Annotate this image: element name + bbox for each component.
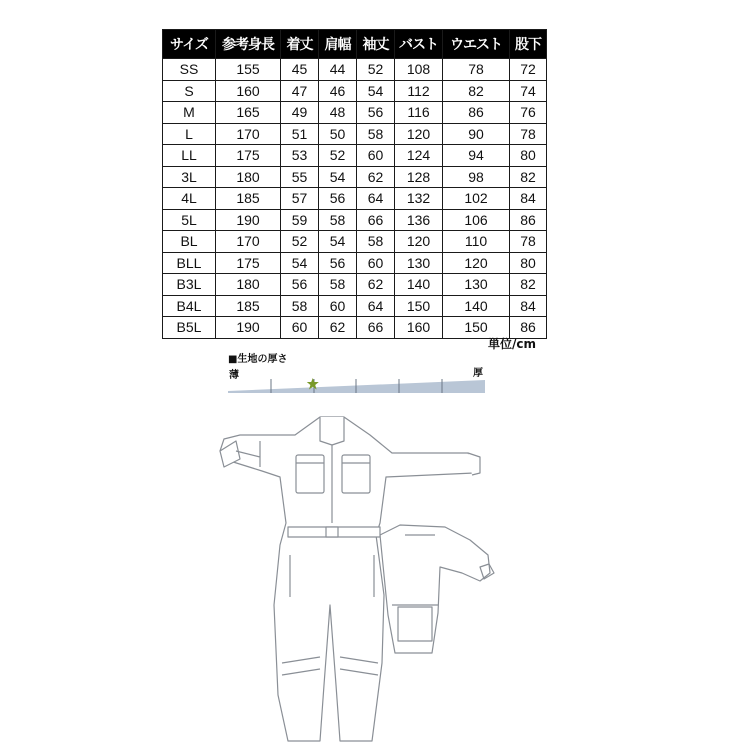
cell-shoulder-width: 54 [319, 166, 357, 188]
cell-sleeve-length: 54 [357, 80, 395, 102]
cell-size: SS [163, 59, 216, 81]
cell-reference-height: 180 [216, 274, 281, 296]
cell-length: 58 [281, 295, 319, 317]
cell-shoulder-width: 52 [319, 145, 357, 167]
cell-sleeve-length: 60 [357, 252, 395, 274]
table-row [163, 209, 547, 231]
cell-size: BLL [163, 252, 216, 274]
cell-sleeve-length: 64 [357, 188, 395, 210]
header-inseam: 股下 [510, 30, 547, 59]
cell-size: 5L [163, 209, 216, 231]
table-row [163, 145, 547, 167]
cell-reference-height: 155 [216, 59, 281, 81]
cell-bust: 120 [395, 123, 443, 145]
cell-inseam: 84 [510, 295, 547, 317]
table-row [163, 295, 547, 317]
cell-bust: 136 [395, 209, 443, 231]
cell-sleeve-length: 62 [357, 166, 395, 188]
cell-sleeve-length: 66 [357, 209, 395, 231]
table-row [163, 188, 547, 210]
cell-sleeve-length: 52 [357, 59, 395, 81]
cell-bust: 112 [395, 80, 443, 102]
cell-shoulder-width: 62 [319, 317, 357, 339]
unit-label: 単位/cm [488, 337, 537, 351]
cell-bust: 150 [395, 295, 443, 317]
coverall-front-view [220, 417, 480, 741]
cell-waist: 94 [443, 145, 510, 167]
cell-inseam: 76 [510, 102, 547, 124]
cell-bust: 120 [395, 231, 443, 253]
cell-waist: 82 [443, 80, 510, 102]
header-shoulder-width: 肩幅 [319, 30, 357, 59]
cell-inseam: 82 [510, 274, 547, 296]
cell-bust: 160 [395, 317, 443, 339]
cell-reference-height: 190 [216, 317, 281, 339]
cell-inseam: 82 [510, 166, 547, 188]
cell-length: 45 [281, 59, 319, 81]
cell-bust: 128 [395, 166, 443, 188]
cell-shoulder-width: 44 [319, 59, 357, 81]
cell-reference-height: 175 [216, 145, 281, 167]
cell-bust: 108 [395, 59, 443, 81]
cell-length: 49 [281, 102, 319, 124]
header-bust: バスト [395, 30, 443, 59]
cell-sleeve-length: 58 [357, 123, 395, 145]
cell-sleeve-length: 66 [357, 317, 395, 339]
header-length: 着丈 [281, 30, 319, 59]
cell-size: B4L [163, 295, 216, 317]
thin-label: 薄 [229, 370, 239, 381]
cell-shoulder-width: 46 [319, 80, 357, 102]
cell-waist: 90 [443, 123, 510, 145]
cell-waist: 102 [443, 188, 510, 210]
cell-waist: 86 [443, 102, 510, 124]
cell-shoulder-width: 58 [319, 274, 357, 296]
cell-waist: 78 [443, 59, 510, 81]
cell-size: S [163, 80, 216, 102]
cell-waist: 98 [443, 166, 510, 188]
cell-length: 55 [281, 166, 319, 188]
cell-sleeve-length: 58 [357, 231, 395, 253]
cell-waist: 120 [443, 252, 510, 274]
cell-reference-height: 175 [216, 252, 281, 274]
size-chart-table [162, 29, 547, 339]
cell-inseam: 78 [510, 123, 547, 145]
cell-length: 60 [281, 317, 319, 339]
cell-length: 56 [281, 274, 319, 296]
cell-waist: 130 [443, 274, 510, 296]
cell-bust: 116 [395, 102, 443, 124]
cell-size: 4L [163, 188, 216, 210]
cell-size: B3L [163, 274, 216, 296]
table-row [163, 166, 547, 188]
cell-length: 47 [281, 80, 319, 102]
cell-length: 59 [281, 209, 319, 231]
cell-size: B5L [163, 317, 216, 339]
cell-reference-height: 160 [216, 80, 281, 102]
cell-reference-height: 185 [216, 295, 281, 317]
cell-sleeve-length: 60 [357, 145, 395, 167]
cell-sleeve-length: 56 [357, 102, 395, 124]
table-row [163, 102, 547, 124]
table-row [163, 59, 547, 81]
table-row [163, 123, 547, 145]
cell-shoulder-width: 60 [319, 295, 357, 317]
cell-size: M [163, 102, 216, 124]
fabric-thickness-scale [228, 374, 485, 394]
cell-inseam: 84 [510, 188, 547, 210]
cell-reference-height: 185 [216, 188, 281, 210]
cell-waist: 140 [443, 295, 510, 317]
cell-length: 54 [281, 252, 319, 274]
cell-waist: 150 [443, 317, 510, 339]
cell-bust: 130 [395, 252, 443, 274]
cell-inseam: 78 [510, 231, 547, 253]
cell-size: L [163, 123, 216, 145]
cell-length: 51 [281, 123, 319, 145]
table-row [163, 274, 547, 296]
header-waist: ウエスト [443, 30, 510, 59]
cell-waist: 110 [443, 231, 510, 253]
coverall-back-view [380, 525, 494, 653]
cell-reference-height: 170 [216, 123, 281, 145]
cell-shoulder-width: 50 [319, 123, 357, 145]
cell-waist: 106 [443, 209, 510, 231]
cell-length: 52 [281, 231, 319, 253]
cell-shoulder-width: 58 [319, 209, 357, 231]
cell-shoulder-width: 54 [319, 231, 357, 253]
cell-inseam: 74 [510, 80, 547, 102]
cell-bust: 140 [395, 274, 443, 296]
cell-bust: 132 [395, 188, 443, 210]
cell-inseam: 72 [510, 59, 547, 81]
thick-label: 厚 [473, 368, 483, 379]
cell-shoulder-width: 48 [319, 102, 357, 124]
cell-inseam: 86 [510, 209, 547, 231]
cell-bust: 124 [395, 145, 443, 167]
cell-reference-height: 165 [216, 102, 281, 124]
cell-length: 57 [281, 188, 319, 210]
cell-sleeve-length: 62 [357, 274, 395, 296]
table-header-row [163, 30, 547, 59]
cell-sleeve-length: 64 [357, 295, 395, 317]
cell-inseam: 80 [510, 145, 547, 167]
cell-reference-height: 180 [216, 166, 281, 188]
header-reference-height: 参考身長 [216, 30, 281, 59]
cell-inseam: 86 [510, 317, 547, 339]
cell-shoulder-width: 56 [319, 188, 357, 210]
cell-inseam: 80 [510, 252, 547, 274]
coverall-illustration [200, 395, 540, 745]
table-row [163, 80, 547, 102]
table-row [163, 252, 547, 274]
cell-size: BL [163, 231, 216, 253]
header-size: サイズ [163, 30, 216, 59]
cell-reference-height: 170 [216, 231, 281, 253]
cell-reference-height: 190 [216, 209, 281, 231]
cell-size: 3L [163, 166, 216, 188]
cell-shoulder-width: 56 [319, 252, 357, 274]
header-sleeve-length: 袖丈 [357, 30, 395, 59]
fabric-thickness-title: ■生地の厚さ [228, 354, 288, 365]
cell-size: LL [163, 145, 216, 167]
cell-length: 53 [281, 145, 319, 167]
table-row [163, 231, 547, 253]
